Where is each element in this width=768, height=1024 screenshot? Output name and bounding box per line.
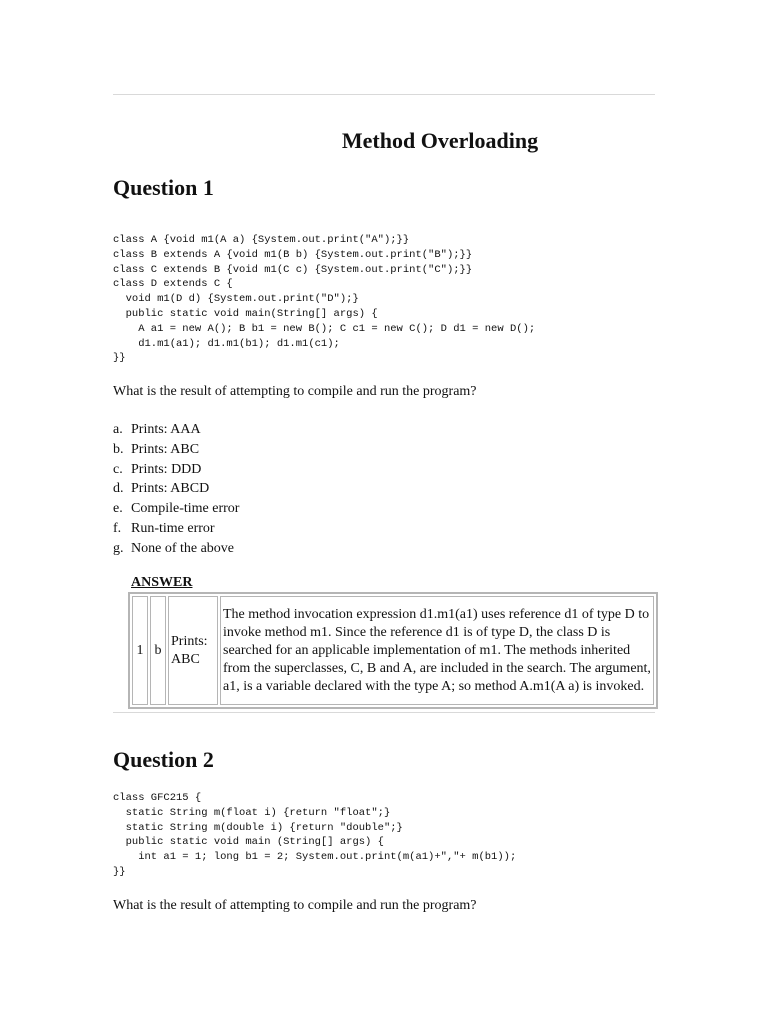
code-line: }} [113, 865, 126, 878]
code-line: public static void main (String[] args) { [113, 836, 384, 849]
option-g [113, 539, 239, 559]
code-line: A a1 = new A(); B b1 = new B(); C c1 = new C(); D d1 = new D(); [113, 322, 536, 335]
option-letter: a. [113, 422, 123, 437]
code-line: class A {void m1(A a) {System.out.print("A");}} [113, 234, 410, 246]
question-2-code-block [113, 791, 516, 880]
code-line: }} [113, 352, 126, 365]
code-line: class D extends C { [113, 278, 233, 291]
answer-letter: b [150, 596, 166, 705]
option-b [113, 440, 239, 460]
option-letter: b. [113, 441, 124, 457]
option-letter: f. [113, 520, 122, 536]
section-divider [113, 712, 655, 713]
code-line: int a1 = 1; long b1 = 2; System.out.print(m(a1)+","+ m(b1)); [113, 851, 517, 864]
answer-table [128, 592, 658, 709]
top-divider [113, 94, 655, 95]
option-text: Compile-time error [131, 501, 240, 517]
code-line: class GFC215 { [113, 792, 202, 804]
answer-explanation: The method invocation expression d1.m1(a1) uses reference d1 of type D to invoke method m1. Since the reference d1 is of type D, the class D is searched for an applicable implementation of m1. The methods inherited from the superclasses, C, B and A, are included in the search. The argument, a1, is a variable declared with the type A; so method A.m1(A a) is invoked. [220, 596, 654, 705]
answer-row [132, 596, 654, 705]
option-a [113, 420, 239, 440]
code-line: d1.m1(a1); d1.m1(b1); d1.m1(c1); [113, 337, 340, 350]
question-1-code-block [113, 233, 535, 366]
page-title: Method Overloading [341, 128, 539, 153]
option-c [113, 460, 239, 480]
code-line: static String m(double i) {return "double";} [113, 821, 403, 834]
option-letter: g. [113, 540, 124, 556]
code-line: class B extends A {void m1(B b) {System.out.print("B");}} [113, 248, 473, 261]
option-letter: e. [113, 501, 123, 517]
option-letter: c. [113, 461, 123, 477]
option-f [113, 519, 239, 539]
answer-result: Prints: ABC [168, 596, 218, 705]
option-text: Prints: AAA [131, 422, 201, 437]
answer-number: 1 [132, 596, 148, 705]
option-e [113, 499, 239, 519]
question-2-heading: Question 2 [113, 747, 214, 772]
code-line: public static void main(String[] args) { [113, 307, 378, 320]
question-1-prompt: What is the result of attempting to compile and run the program? [113, 384, 477, 399]
question-1-options [113, 420, 239, 559]
code-line: void m1(D d) {System.out.print("D");} [113, 293, 359, 306]
question-2-prompt: What is the result of attempting to compile and run the program? [113, 898, 477, 913]
option-text: None of the above [131, 540, 235, 556]
option-letter: d. [113, 481, 124, 497]
option-text: Prints: ABC [131, 441, 200, 457]
answer-label: ANSWER [131, 575, 193, 590]
code-line: class C extends B {void m1(C c) {System.out.print("C");}} [113, 263, 473, 276]
code-line: static String m(float i) {return "float";} [113, 806, 391, 819]
option-text: Prints: ABCD [131, 481, 210, 497]
question-1-heading: Question 1 [113, 175, 214, 200]
option-d [113, 479, 239, 499]
option-text: Run-time error [131, 520, 215, 536]
option-text: Prints: DDD [131, 461, 202, 477]
